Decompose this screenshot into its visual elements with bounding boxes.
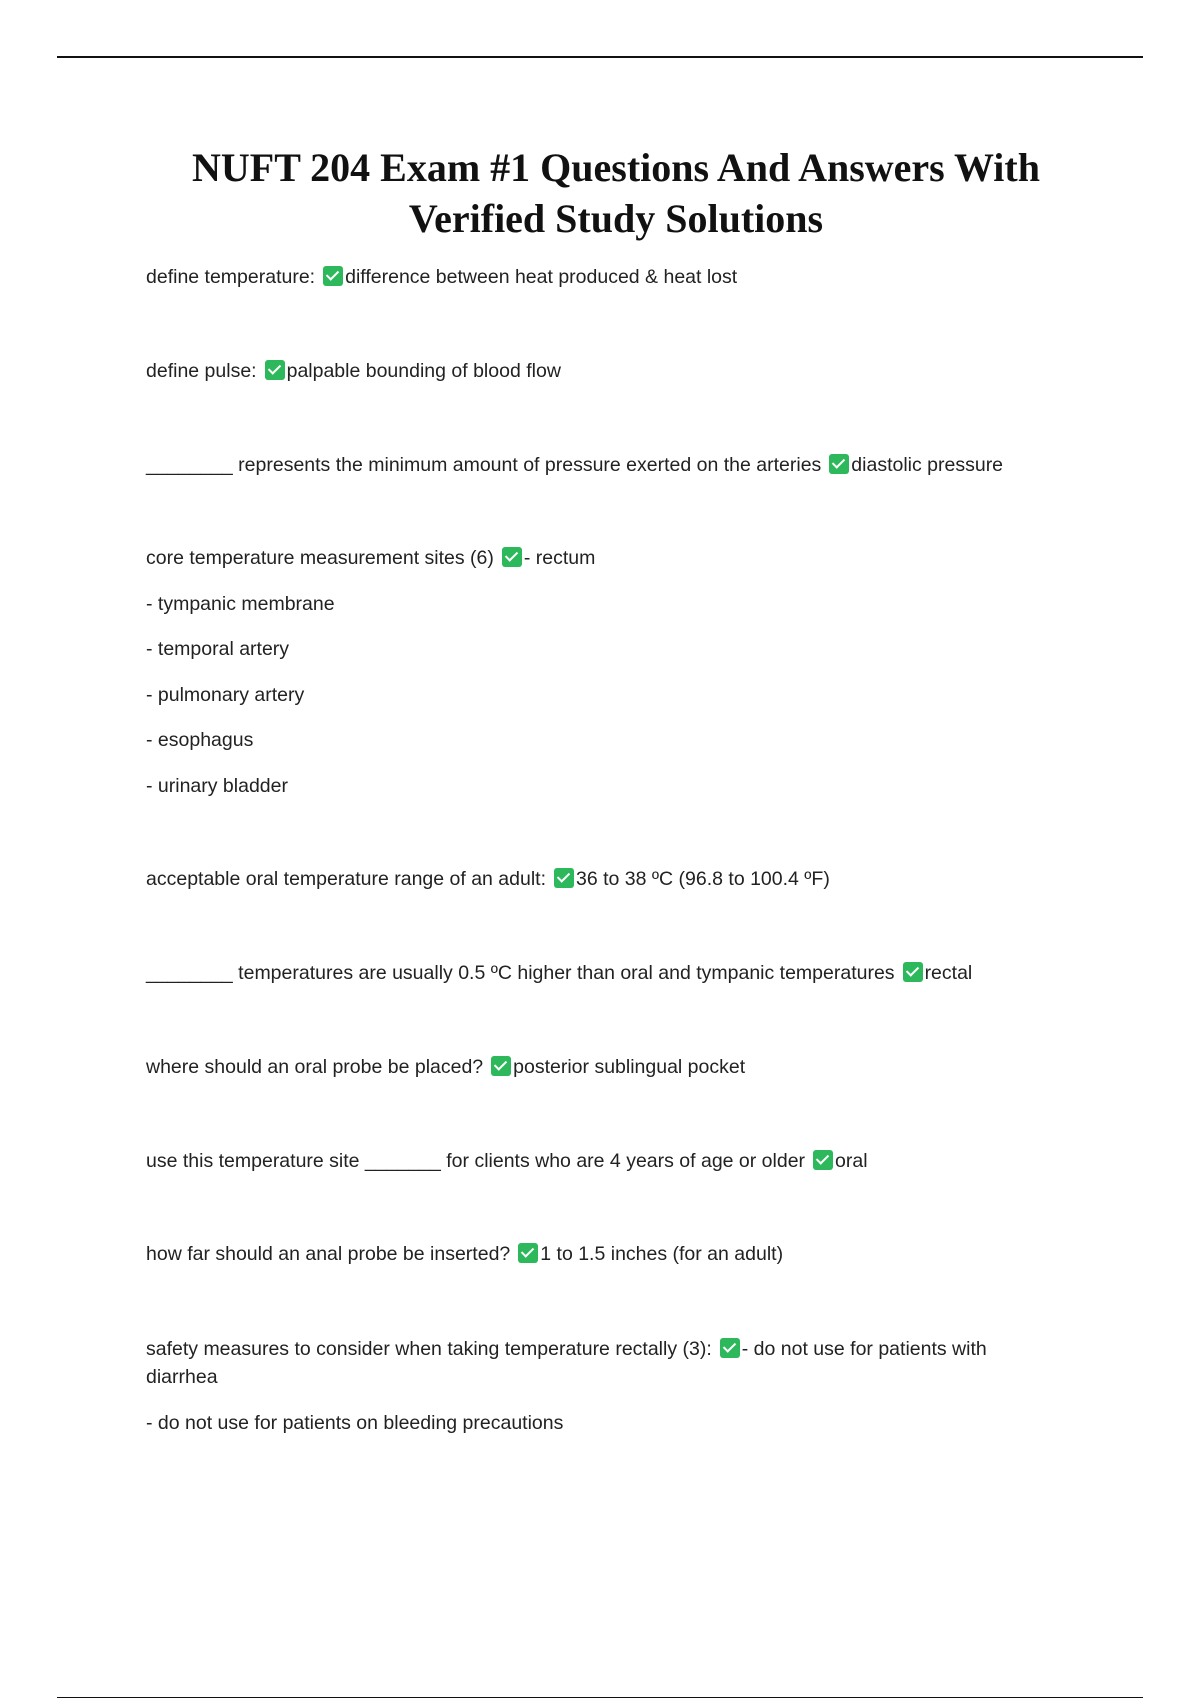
question-text: acceptable oral temperature range of an adult: bbox=[146, 868, 547, 890]
qa-item bbox=[146, 1147, 1046, 1175]
question-text: where should an oral probe be placed? bbox=[146, 1056, 484, 1078]
qa-item bbox=[146, 451, 1046, 479]
qa-item bbox=[146, 357, 1046, 385]
answer-list-item: - temporal artery bbox=[146, 638, 290, 660]
answer-list-item: - tympanic membrane bbox=[146, 593, 335, 615]
answer-text: palpable bounding of blood flow bbox=[286, 360, 561, 382]
top-rule bbox=[57, 56, 1143, 58]
qa-item bbox=[146, 544, 1046, 572]
answer-text: diastolic pressure bbox=[851, 454, 1004, 476]
check-mark-icon bbox=[720, 1338, 740, 1358]
answer-text: - rectum bbox=[523, 547, 596, 569]
question-text: define temperature: bbox=[146, 266, 316, 288]
answer-text: oral bbox=[835, 1150, 868, 1172]
qa-item bbox=[146, 959, 1046, 987]
answer-list-item: - pulmonary artery bbox=[146, 684, 305, 706]
check-mark-icon bbox=[491, 1056, 511, 1076]
answer-list-item: - urinary bladder bbox=[146, 775, 288, 797]
page-title: NUFT 204 Exam #1 Questions And Answers With Verified Study Solutions bbox=[192, 145, 1040, 241]
question-text: ________ represents the minimum amount of pressure exerted on the arteries bbox=[146, 454, 822, 476]
check-mark-icon bbox=[554, 868, 574, 888]
answer-text: 36 to 38 ºC (96.8 to 100.4 ºF) bbox=[576, 868, 830, 890]
check-mark-icon bbox=[323, 266, 343, 286]
question-text: how far should an anal probe be inserted? bbox=[146, 1243, 511, 1265]
answer-text: posterior sublingual pocket bbox=[513, 1056, 746, 1078]
answer-text: rectal bbox=[924, 962, 973, 984]
qa-item bbox=[146, 1053, 1046, 1081]
answer-text: difference between heat produced & heat lost bbox=[345, 266, 738, 288]
question-text: define pulse: bbox=[146, 360, 257, 382]
answer-text: 1 to 1.5 inches (for an adult) bbox=[540, 1243, 784, 1265]
question-text: use this temperature site _______ for clients who are 4 years of age or older bbox=[146, 1150, 806, 1172]
qa-item bbox=[146, 1335, 1046, 1391]
answer-list-item: - esophagus bbox=[146, 729, 254, 751]
answer-text: - do not use for patients with diarrhea bbox=[146, 1338, 987, 1388]
qa-item bbox=[146, 865, 1046, 893]
qa-item bbox=[146, 263, 1046, 291]
check-mark-icon bbox=[518, 1243, 538, 1263]
question-text: ________ temperatures are usually 0.5 ºC higher than oral and tympanic temperatures bbox=[146, 962, 895, 984]
check-mark-icon bbox=[265, 360, 285, 380]
bottom-rule bbox=[57, 1697, 1143, 1698]
qa-item bbox=[146, 1240, 1046, 1268]
check-mark-icon bbox=[903, 962, 923, 982]
check-mark-icon bbox=[829, 454, 849, 474]
question-text: safety measures to consider when taking temperature rectally (3): bbox=[146, 1338, 712, 1360]
question-text: core temperature measurement sites (6) bbox=[146, 547, 494, 569]
check-mark-icon bbox=[813, 1150, 833, 1170]
answer-list-item: - do not use for patients on bleeding precautions bbox=[146, 1412, 564, 1434]
check-mark-icon bbox=[502, 547, 522, 567]
